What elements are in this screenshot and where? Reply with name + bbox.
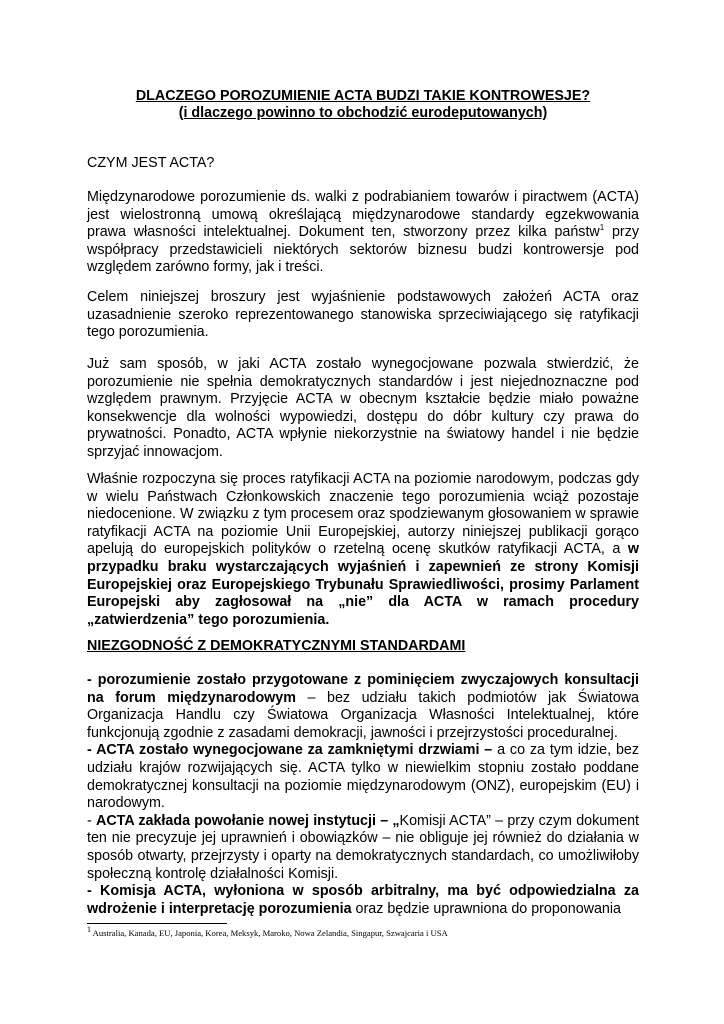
list-item-bold: - porozumienie zostało przygotowane z pominięciem zwyczajowych konsultacji na forum międzynarodowym — [87, 672, 639, 706]
paragraph-4 — [87, 471, 639, 629]
list-item-dash: - — [87, 812, 97, 829]
section-heading-what-is-acta: CZYM JEST ACTA? — [87, 155, 215, 171]
list-item — [87, 672, 639, 742]
title-line-1: DLACZEGO POROZUMIENIE ACTA BUDZI TAKIE KONTROWESJE? — [135, 88, 591, 104]
list-item-bold: - Komisja ACTA, wyłoniona w sposób arbitralny, ma być odpowiedzialna za wdrożenie i interpretację porozumienia — [87, 883, 639, 917]
section-heading-democratic-standards: NIEZGODNOŚĆ Z DEMOKRATYCZNYMI STANDARDAMI — [87, 638, 466, 654]
paragraph-4-bold-text: w przypadku braku wystarczających wyjaśnień i zapewnień ze strony Komisji Europejskiej oraz Europejskiego Trybunału Sprawiedliwości, prosimy Parlament Europejski aby zagłosował na „nie” dla ACTA w ramach procedury „zatwierdzenia” tego porozumienia. — [87, 541, 639, 628]
footnote — [87, 925, 448, 938]
paragraph-1 — [87, 189, 639, 277]
paragraph-3: Już sam sposób, w jaki ACTA zostało wynegocjowane pozwala stwierdzić, że porozumienie nie spełnia demokratycznych standardów i jest niejednoznaczne pod względem prawnym. Przyjęcie ACTA w obecnym kształcie będzie miało poważne konsekwencje dla wolności wypowiedzi, dostępu do dóbr kultury czy prawa do prywatności. Ponadto, ACTA wpłynie niekorzystnie na światowy handel i nie będzie sprzyjać innowacjom. — [87, 356, 639, 460]
list-item-text: a co za tym idzie, bez udziału krajów rozwijających się. ACTA tylko w niewielkim stopniu zostało poddane demokratycznej konsultacji na poziomie międzynarodowym (ONZ), europejskim (EU) i narodowym. — [87, 742, 639, 812]
paragraph-4-text: Właśnie rozpoczyna się proces ratyfikacji ACTA na poziomie narodowym, podczas gdy w wielu Państwach Członkowskich znaczenie tego porozumienia wciąż pozostaje niedocenione. W związku z tym procesem oraz spodziewanym głosowaniem w sprawie ratyfikacji ACTA na poziomie Unii Europejskiej, autorzy niniejszej publikacji gorąco apelują do europejskich polityków o rzetelną ocenę skutków ratyfikacji ACTA, a — [87, 471, 639, 558]
paragraph-1-text-b: przy współpracy przedstawicieli niektórych sektorów biznesu budzi kontrowersje pod względem zarówno formy, jak i treści. — [87, 224, 639, 276]
list-item — [87, 883, 639, 918]
list-item-bold: ACTA zakłada powołanie nowej instytucji – „ — [96, 812, 400, 829]
footnote-reference: 1 — [599, 223, 605, 233]
document-title — [87, 88, 639, 122]
list-item-bold: - ACTA zostało wynegocjowane za zamkniętymi drzwiami – — [87, 742, 493, 759]
title-line-2: (i dlaczego powinno to obchodzić eurodeputowanych) — [178, 105, 548, 121]
paragraph-1-text-a: Międzynarodowe porozumienie ds. walki z podrabianiem towarów i piractwem (ACTA) jest wielostronną umową określającą międzynarodowe standardy egzekwowania prawa własności intelektualnej. Dokument ten, stworzony przez kilka państw — [87, 189, 639, 241]
list-item-text: oraz będzie uprawniona do proponowania — [351, 900, 622, 917]
footnote-text: Australia, Kanada, EU, Japonia, Korea, Meksyk, Maroko, Nowa Zelandia, Singapur, Szwajcaria i USA — [91, 928, 448, 938]
list-item-text: Komisji ACTA” – przy czym dokument ten nie precyzuje jej uprawnień i obowiązków – nie obliguje jej również do działania w sposób otwarty, przejrzysty i oparty na demokratycznych standardach, co umożliwiłoby społeczną kontrolę działalności Komisji. — [87, 812, 640, 882]
footnote-marker: 1 — [87, 925, 91, 935]
list-item — [87, 813, 639, 883]
list-item — [87, 742, 639, 812]
list-item-text: – bez udziału takich podmiotów jak Światowa Organizacja Handlu czy Światowa Organizacja Własności Intelektualnej, które funkcjonują zgodnie z zasadami demokracji, jawności i przejrzystości proceduralnej. — [87, 689, 639, 741]
paragraph-2: Celem niniejszej broszury jest wyjaśnienie podstawowych założeń ACTA oraz uzasadnienie szeroko reprezentowanego stanowiska sprzeciwiającego się ratyfikacji tego porozumienia. — [87, 289, 639, 341]
footnote-divider — [87, 923, 227, 924]
list-block — [87, 672, 639, 918]
